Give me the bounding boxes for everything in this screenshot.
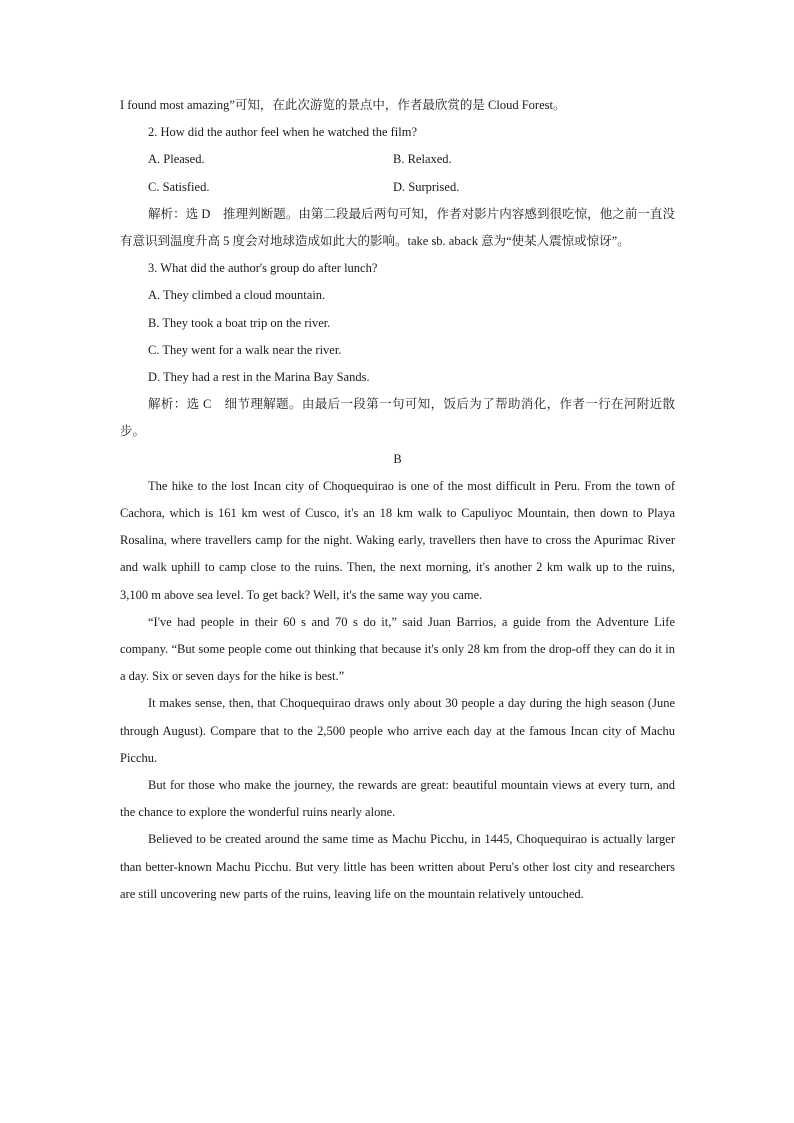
q2-option-a: A. Pleased.: [148, 152, 205, 167]
passage-paragraph-5: Believed to be created around the same time as Machu Picchu, in 1445, Choquequirao is actually larger than better-known Machu Picchu. But very little has been written about Peru's other lost city and researchers are still uncovering new parts of the ruins, leaving life on the mountain relatively untouched.: [120, 832, 675, 901]
passage-paragraph-3: It makes sense, then, that Choquequirao draws only about 30 people a day during the high season (June through August). Compare that to the 2,500 people who arrive each day at the famous Incan city of Machu Picchu.: [120, 696, 675, 765]
q2-options-row-1: [120, 146, 675, 173]
passage-paragraph-4: But for those who make the journey, the rewards are great: beautiful mountain views at every turn, and the chance to explore the wonderful ruins nearly alone.: [120, 778, 675, 820]
q3-question: 3. What did the author's group do after lunch?: [148, 261, 378, 276]
q3-analysis: 解析：选 C 细节理解题。由最后一段第一句可知，饭后为了帮助消化，作者一行在河附近散步。: [120, 397, 675, 439]
passage-paragraph-1: The hike to the lost Incan city of Choquequirao is one of the most difficult in Peru. From the town of Cachora, which is 161 km west of Cusco, it's an 18 km walk to Capuliyoc Mountain, then down to Playa Rosalina, where travellers camp for the night. Waking early, travellers then have to cross the Apurimac River and walk uphill to camp close to the ruins. Then, the next morning, it's another 2 km walk up to the ruins, 3,100 m above sea level. To get back? Well, it's the same way you came.: [120, 478, 675, 602]
q3-option-b: B. They took a boat trip on the river.: [148, 315, 331, 330]
q2-option-b: B. Relaxed.: [393, 152, 452, 167]
q2-option-c: C. Satisfied.: [148, 179, 210, 194]
q3-option-d: D. They had a rest in the Marina Bay Sands.: [148, 370, 370, 385]
q2-option-d: D. Surprised.: [393, 179, 460, 194]
section-b-title: B: [393, 451, 402, 466]
q3-option-a: A. They climbed a cloud mountain.: [148, 288, 326, 303]
q1-analysis-tail: I found most amazing”可知，在此次游览的景点中，作者最欣赏的是 Cloud Forest。: [120, 98, 566, 112]
document-page: [120, 92, 675, 908]
passage-paragraph-2: “I've had people in their 60 s and 70 s do it,” said Juan Barrios, a guide from the Adventure Life company. “But some people come out thinking that because it's only 28 km from the drop-off they can do it in a day. Six or seven days for the hike is best.”: [120, 614, 675, 684]
q2-analysis: 解析：选 D 推理判断题。由第二段最后两句可知，作者对影片内容感到很吃惊，他之前一直没有意识到温度升高 5 度会对地球造成如此大的影响。take sb. aback 意为“使某人震惊或惊讶”。: [120, 206, 675, 249]
q2-options-row-2: [120, 174, 675, 201]
q2-question: 2. How did the author feel when he watched the film?: [148, 125, 418, 140]
q3-option-c: C. They went for a walk near the river.: [148, 342, 342, 357]
